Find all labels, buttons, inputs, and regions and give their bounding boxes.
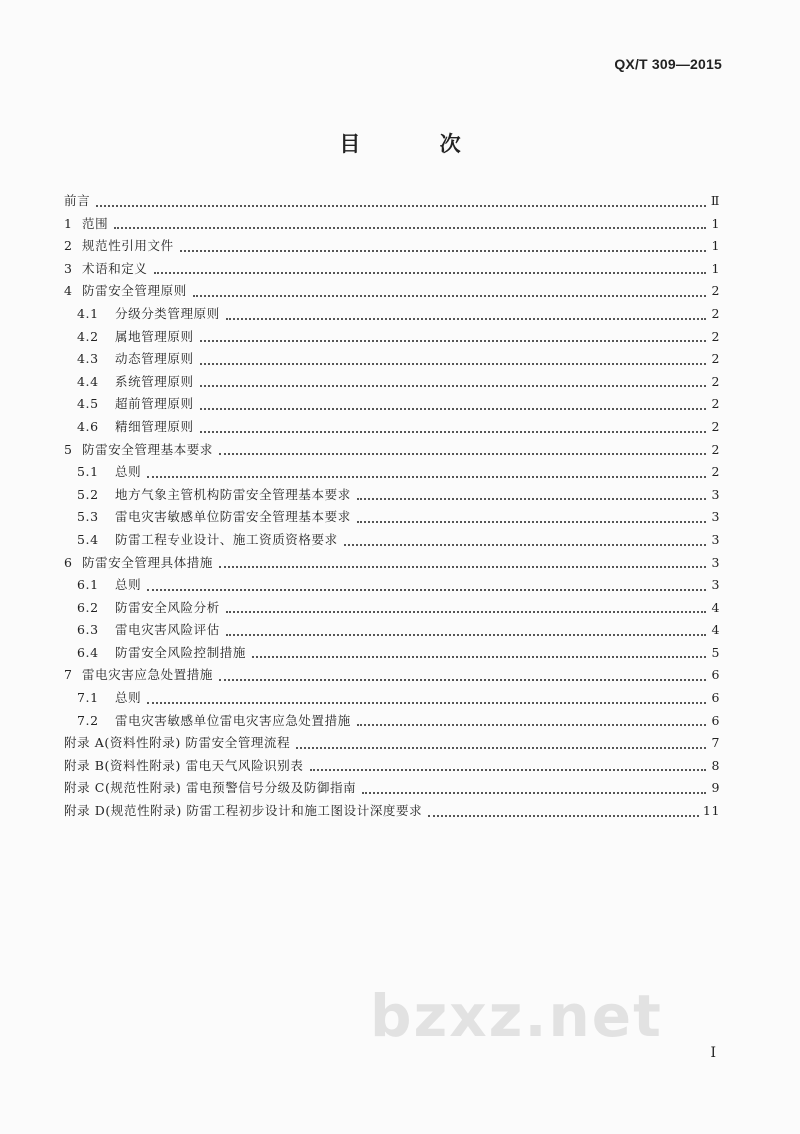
toc-entry-title: 防雷安全管理具体措施 [82,554,214,570]
dot-leader [200,431,706,433]
toc-entry-title: 地方气象主管机构防雷安全管理基本要求 [115,486,351,502]
dot-leader [154,272,706,274]
toc-entry-page: 3 [711,531,720,547]
dot-leader [200,363,706,365]
toc-entry-number: 5.1 [77,464,99,480]
toc-entry-number: 7.1 [77,690,99,706]
toc-entry-page: 3 [711,486,720,502]
toc-entry-number: 5.4 [77,531,99,547]
toc-entry-title: 分级分类管理原则 [115,305,220,321]
toc-entry[interactable] [64,213,720,236]
toc-entry-title: 总则 [115,577,142,593]
page-number: Ⅰ [710,1045,716,1061]
toc-entry-page: 2 [711,373,720,389]
toc-entry[interactable] [64,303,720,326]
dot-leader [428,815,699,817]
toc-entry-number: 6.4 [77,644,99,660]
toc-entry-title: 动态管理原则 [115,351,194,367]
toc-entry-title: 术语和定义 [82,260,148,276]
toc-entry[interactable] [64,258,720,281]
toc-entry-title: 雷电灾害敏感单位雷电灾害应急处置措施 [115,712,351,728]
toc-entry-title: 雷电灾害敏感单位防雷安全管理基本要求 [115,509,351,525]
toc-entry[interactable] [64,484,720,507]
dot-leader [357,724,706,726]
toc-entry-title: 防雷工程专业设计、施工资质资格要求 [115,531,338,547]
toc-entry-number: 5.2 [77,486,99,502]
table-of-contents [64,190,720,823]
dot-leader [296,747,706,749]
toc-entry-title: 雷电灾害应急处置措施 [82,667,214,683]
toc-entry-page: 6 [711,667,720,683]
toc-entry-number: 1 [64,215,73,231]
dot-leader [147,589,706,591]
dot-leader [362,792,706,794]
toc-entry-page: 5 [711,644,720,660]
toc-entry[interactable] [64,619,720,642]
toc-entry-page: 4 [711,599,720,615]
page-title: 目 次 [339,131,497,156]
toc-entry-title: 附录 B(资料性附录) 雷电天气风险识别表 [64,757,304,773]
toc-entry-title: 附录 C(规范性附录) 雷电预警信号分级及防御指南 [64,780,357,796]
toc-entry[interactable] [64,529,720,552]
dot-leader [147,702,706,704]
toc-entry[interactable] [64,732,720,755]
toc-entry[interactable] [64,393,720,416]
toc-entry[interactable] [64,326,720,349]
toc-entry-page: 2 [711,464,720,480]
toc-entry-title: 防雷安全风险分析 [115,599,220,615]
toc-entry-page: Ⅱ [710,193,720,208]
dot-leader [96,205,706,207]
dot-leader [357,521,706,523]
toc-entry-page: 2 [711,283,720,299]
toc-entry-page: 4 [711,622,720,638]
toc-entry[interactable] [64,574,720,597]
toc-entry-page: 2 [711,305,720,321]
toc-entry-page: 3 [711,509,720,525]
toc-entry-number: 6.3 [77,622,99,638]
dot-leader [310,769,707,771]
toc-entry-number: 4.5 [77,396,99,412]
toc-entry-title: 规范性引用文件 [82,238,174,254]
toc-entry-page: 6 [711,690,720,706]
toc-entry-page: 2 [711,396,720,412]
toc-entry[interactable] [64,235,720,258]
dot-leader [200,408,706,410]
toc-entry[interactable] [64,348,720,371]
toc-entry[interactable] [64,642,720,665]
dot-leader [252,656,706,658]
toc-entry-number: 4.4 [77,373,99,389]
toc-entry-title: 系统管理原则 [115,373,194,389]
toc-entry-title: 总则 [115,690,142,706]
toc-entry[interactable] [64,371,720,394]
dot-leader [344,544,706,546]
toc-entry-number: 7.2 [77,712,99,728]
toc-entry[interactable] [64,800,720,823]
toc-entry[interactable] [64,755,720,778]
toc-entry-number: 4.2 [77,328,99,344]
dot-leader [180,250,706,252]
toc-entry[interactable] [64,777,720,800]
toc-entry[interactable] [64,416,720,439]
toc-entry-number: 5.3 [77,509,99,525]
toc-entry-number: 4.1 [77,305,99,321]
toc-entry-number: 3 [64,260,73,276]
dot-leader [200,385,706,387]
toc-entry-title: 超前管理原则 [115,396,194,412]
dot-leader [219,453,706,455]
toc-entry[interactable] [64,280,720,303]
toc-entry-title: 总则 [115,464,142,480]
dot-leader [147,476,706,478]
toc-entry-page: 6 [711,712,720,728]
toc-entry-number: 6.1 [77,577,99,593]
toc-entry-page: 2 [711,418,720,434]
toc-entry[interactable] [64,439,720,462]
dot-leader [193,295,706,297]
standard-code: QX/T 309—2015 [614,56,722,72]
toc-entry-number: 2 [64,238,73,254]
watermark: bzxz.net [370,982,663,1050]
toc-entry-page: 3 [711,577,720,593]
dot-leader [219,566,706,568]
toc-entry-page: 1 [711,238,720,254]
toc-entry[interactable] [64,506,720,529]
toc-entry-number: 4.6 [77,418,99,434]
toc-entry-page: 2 [711,441,720,457]
toc-entry-page: 3 [711,554,720,570]
toc-entry[interactable] [64,190,720,213]
toc-entry-page: 7 [711,735,720,751]
toc-entry-page: 2 [711,328,720,344]
toc-entry[interactable] [64,461,720,484]
toc-entry[interactable] [64,687,720,710]
toc-entry-number: 7 [64,667,73,683]
toc-entry-page: 1 [711,260,720,276]
toc-entry-title: 附录 A(资料性附录) 防雷安全管理流程 [64,735,291,751]
dot-leader [226,634,706,636]
toc-entry-page: 9 [711,780,720,796]
toc-entry-title: 雷电灾害风险评估 [115,622,220,638]
toc-entry-title: 前言 [64,193,91,208]
toc-entry-page: 2 [711,351,720,367]
dot-leader [200,340,706,342]
toc-entry-page: 1 [711,215,720,231]
toc-entry-title: 附录 D(规范性附录) 防雷工程初步设计和施工图设计深度要求 [64,803,423,819]
toc-entry-number: 5 [64,441,73,457]
dot-leader [357,498,706,500]
toc-entry-title: 范围 [82,215,109,231]
toc-entry[interactable] [64,552,720,575]
toc-entry-page: 11 [702,803,720,819]
toc-entry-title: 精细管理原则 [115,418,194,434]
toc-entry[interactable] [64,597,720,620]
toc-entry[interactable] [64,710,720,733]
dot-leader [114,227,706,229]
toc-entry-number: 4.3 [77,351,99,367]
dot-leader [219,679,706,681]
toc-entry-number: 4 [64,283,73,299]
toc-entry-title: 防雷安全管理原则 [82,283,187,299]
dot-leader [226,611,706,613]
toc-entry-title: 防雷安全风险控制措施 [115,644,247,660]
toc-entry-number: 6.2 [77,599,99,615]
toc-entry-page: 8 [711,757,720,773]
toc-entry-title: 属地管理原则 [115,328,194,344]
dot-leader [226,318,706,320]
toc-entry-title: 防雷安全管理基本要求 [82,441,214,457]
toc-entry[interactable] [64,664,720,687]
toc-entry-number: 6 [64,554,73,570]
